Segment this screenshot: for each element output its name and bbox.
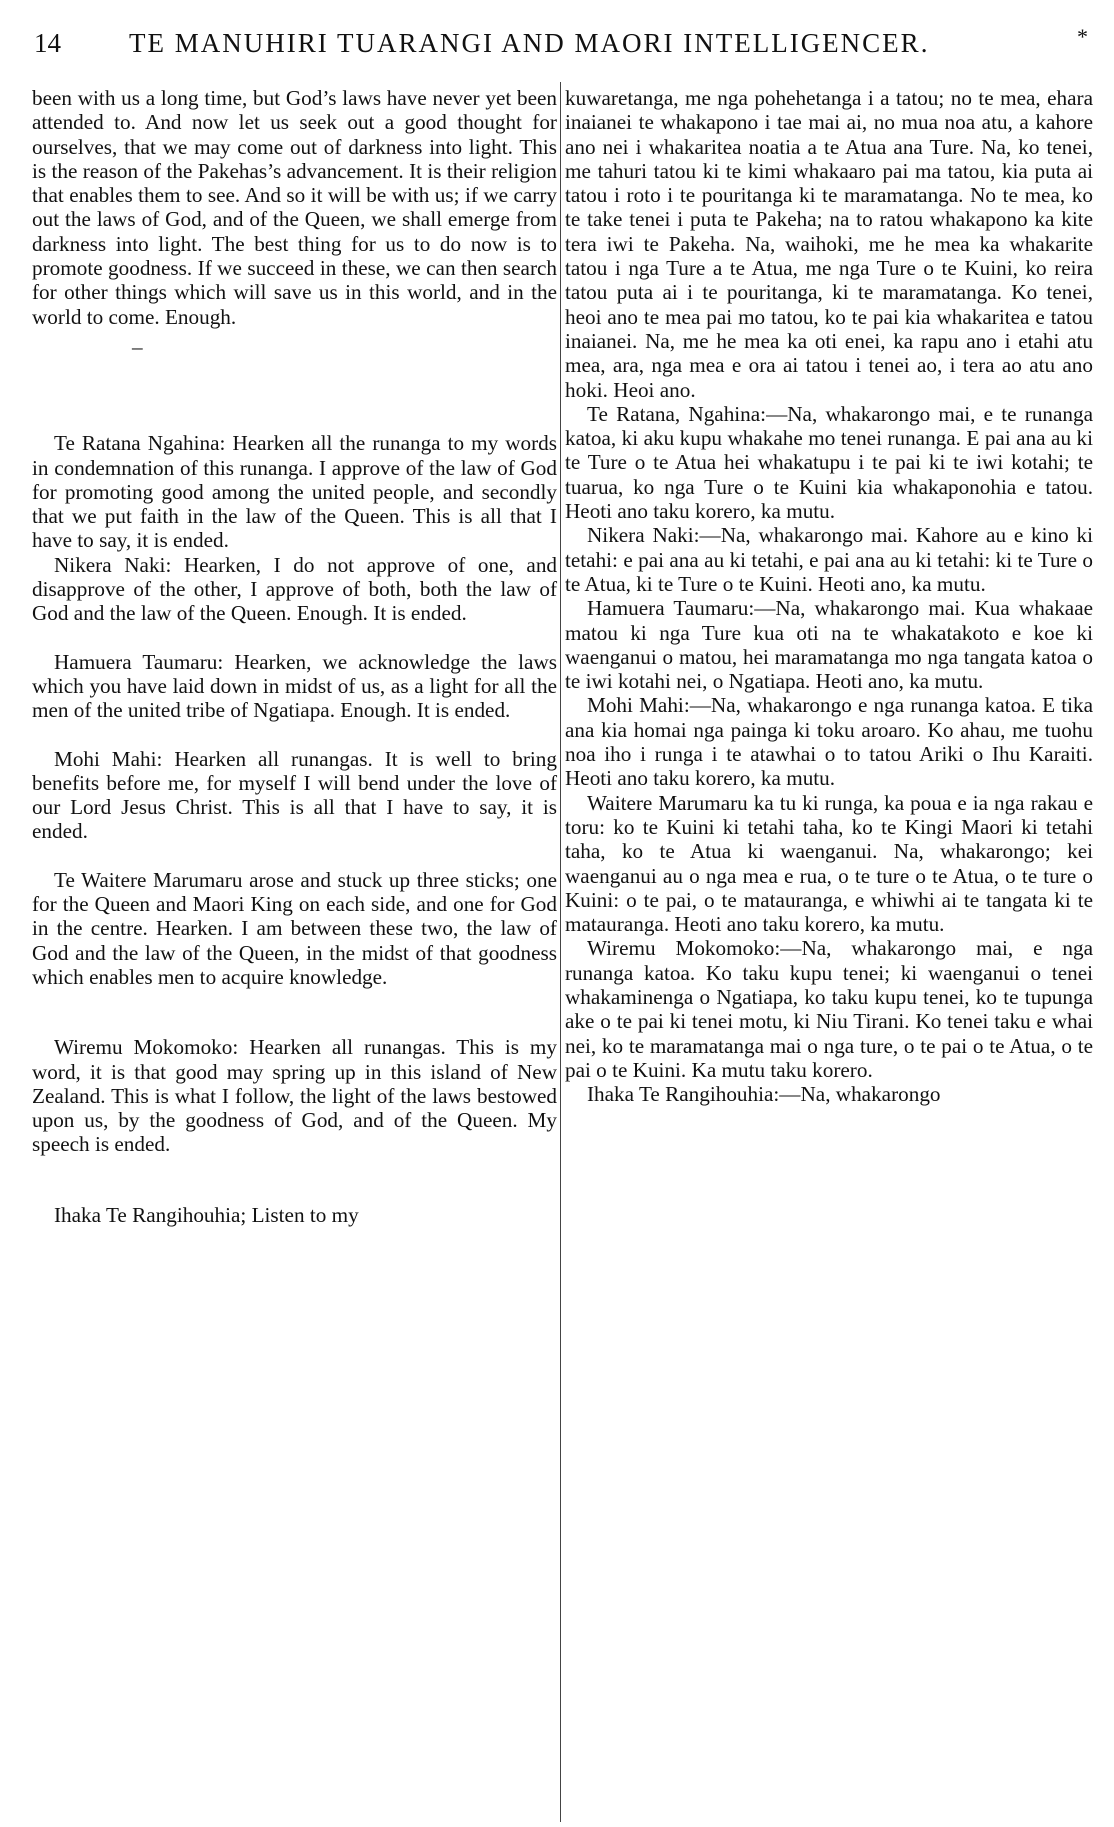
mi-speaker: Ihaka Te Rangihouhia: xyxy=(587,1082,780,1107)
mi-speaker: Te Ratana, Ngahina: xyxy=(587,401,767,426)
mi-paragraph xyxy=(565,1082,1093,1106)
en-speaker: Te Ratana Ngahina: xyxy=(54,431,226,456)
mi-paragraph xyxy=(565,402,1093,523)
en-paragraph xyxy=(32,553,557,626)
page-number: 14 xyxy=(34,28,61,58)
mi-paragraph xyxy=(565,693,1093,790)
ornament-mark: * xyxy=(1077,24,1088,49)
en-paragraph xyxy=(32,1203,557,1227)
mi-speaker: Waitere Marumaru xyxy=(587,790,748,815)
mi-text: —Na, whakarongo mai, e te runanga katoa, ki aku kupu whakahe mo tenei runanga. E pai ana au ki te Ture o te Atua hei whakatupu i te pai ki te iwi kotahi; te tuarua, ko nga Ture o te Kuini kia whakaponohia e tatou. Heoti ano taku korero, ka mutu. xyxy=(565,401,1093,524)
en-speaker: Ihaka Te Rangihouhia; xyxy=(54,1202,247,1227)
en-text: Hearken, we acknowledge the laws which you have laid down in midst of us, as a light for all the men of the united tribe of Ngatiapa. Enough. It is ended. xyxy=(32,649,558,723)
page-header xyxy=(34,20,1094,60)
mi-text: ka tu ki runga, ka poua e ia nga rakau e toru: ko te Kuini ki tetahi taha, ko te Kingi Maori ki tetahi taha, ko te Atua ki waenganui. Na, whakarongo; kei waenganui au o nga mea e rua, o te ture o te Atua, o te ture o Kuini: o te pai, o te matauranga, e whiwhi ai te tangata ki te matauranga. Heoti ano taku korero, ka mutu. xyxy=(565,790,1094,937)
mi-paragraph xyxy=(565,86,1093,402)
mi-speaker: Nikera Naki: xyxy=(587,523,700,548)
en-text: Hearken all runangas. It is well to bring benefits before me, for myself I will bend under the love of our Lord Jesus Christ. This is all that I have to say, it is ended. xyxy=(32,746,557,844)
en-paragraph xyxy=(32,747,557,844)
running-head: TE MANUHIRI TUARANGI AND MAORI INTELLIGENCER. xyxy=(129,28,930,58)
en-speaker: Wiremu Mokomoko: xyxy=(54,1035,239,1060)
mi-speaker: Wiremu Mokomoko: xyxy=(587,936,781,961)
en-speaker: Nikera Naki: xyxy=(54,552,172,577)
en-text: Hearken, I do not approve of one, and disapprove of the other, I approve of both, both the law of God and the law of the Queen. Enough. It is ended. xyxy=(32,552,558,626)
en-paragraph xyxy=(32,1035,557,1156)
en-paragraph xyxy=(32,431,557,552)
mi-paragraph xyxy=(565,596,1093,693)
mi-text: —Na, whakarongo xyxy=(779,1082,941,1107)
mi-text: —Na, whakarongo e nga runanga katoa. E tika ana kia homai nga painga ki toku aroaro. Ko ahau, me tuohu noa iho i runga i te atawhai o to tatou Ariki o Ihu Karaiti. Heoti ano taku korero, ka mutu. xyxy=(565,693,1093,791)
mi-speaker: Mohi Mahi: xyxy=(587,693,690,718)
en-paragraph xyxy=(32,86,557,329)
mi-speaker: Hamuera Taumaru: xyxy=(587,596,755,621)
mi-paragraph xyxy=(565,523,1093,596)
english-column xyxy=(32,86,557,1227)
column-rule xyxy=(560,82,561,1822)
mi-text: —Na, whakarongo mai. Kahore au e kino ki tetahi: e pai ana au ki tetahi, e pai ana au ki tetahi: ki te Ture o te Atua, ki te Ture o te Kuini. Heoti ano, ka mutu. xyxy=(565,523,1093,596)
en-text: Hearken all the runanga to my words in condemnation of this runanga. I approve of the law of God for promoting good among the united people, and secondly that we put faith in the law of the Queen. This is all that I have to say, it is ended. xyxy=(32,431,557,553)
en-text: Te Waitere Marumaru arose and stuck up three sticks; one for the Queen and Maori King on each side, and one for God in the centre. Hearken. I am between these two, the law of God and the law of the Queen, in the midst of that goodness which enables men to acquire knowledge. xyxy=(32,867,557,989)
en-speaker: Hamuera Taumaru: xyxy=(54,649,224,674)
en-text: been with us a long time, but God’s laws have never yet been attended to. And now let us seek out a good thought for ourselves, that we may come out of darkness into light. This is the reason of the Pakehas’s advancement. It is their religion that enables them to see. And so it will be with us; if we carry out the laws of God, and of the Queen, we shall emerge from darkness into light. The best thing for us to do now is to promote goodness. If we succeed in these, we can then search for other things which will save us in this world, and in the world to come. Enough. xyxy=(32,86,557,329)
mi-text: —Na, whakarongo mai. Kua whakaae matou ki nga Ture kua oti na te whakatakoto e koe ki waenganui o matou, hei maramatanga mo nga tangata katoa o te iwi kotahi nei, o Ngatiapa. Heoti ano, ka mutu. xyxy=(565,596,1093,694)
en-paragraph xyxy=(32,868,557,989)
section-divider: – xyxy=(132,334,143,359)
mi-text: —Na, whakarongo mai, e nga runanga katoa. Ko taku kupu tenei; ki waenganui o tenei whakaminenga o Ngatiapa, ko taku kupu tenei, ko te tupunga ake o te pai ki tenei motu, ki Niu Tirani. Ko tenei taku e whai nei, ko te maramatanga mai o nga ture, o te pai o te Atua, o te pai o te Kuini. Ka mutu taku korero. xyxy=(565,936,1093,1082)
maori-column xyxy=(565,86,1093,1106)
en-speaker: Mohi Mahi: xyxy=(54,746,163,771)
en-text: Hearken all runangas. This is my word, it is that good may spring up in this island of New Zealand. This is what I follow, the light of the laws bestowed upon us, by the goodness of God, and of the Queen. My speech is ended. xyxy=(32,1035,557,1157)
en-text: Listen to my xyxy=(251,1202,359,1227)
mi-paragraph xyxy=(565,936,1093,1082)
en-paragraph xyxy=(32,650,557,723)
mi-text: kuwaretanga, me nga pohehetanga i a tatou; no te mea, ehara inaianei te whakapono i tae mai ai, no mua noa atu, a kahore ano nei i whakaritea noatia a te Atua ana Ture. Na, ko tenei, me tahuri tatou ki te kimi whakaaro pai ma tatou, kia puta ai tatou i roto i te pouritanga ki te maramatanga. No te mea, ko te take tenei i puta te Pakeha; na to ratou whakapono ka kite tera iwi te Pakeha. Na, waihoki, me he mea ka whakarite tatou i nga Ture a te Atua, me nga Ture o te Kuini, ko reira tatou puta ai i te pouritanga, ki te maramatanga. Ko tenei, heoi ano te mea pai mo tatou, ko te pai kia whakaritea e tatou inaianei. Na, me he mea ka oti enei, ka rapu ano i etahi atu mea, ara, nga mea e ora ai tatou i tenei ao, i tera ao atu ano hoki. Heoi ano. xyxy=(565,86,1093,402)
mi-paragraph xyxy=(565,791,1093,937)
